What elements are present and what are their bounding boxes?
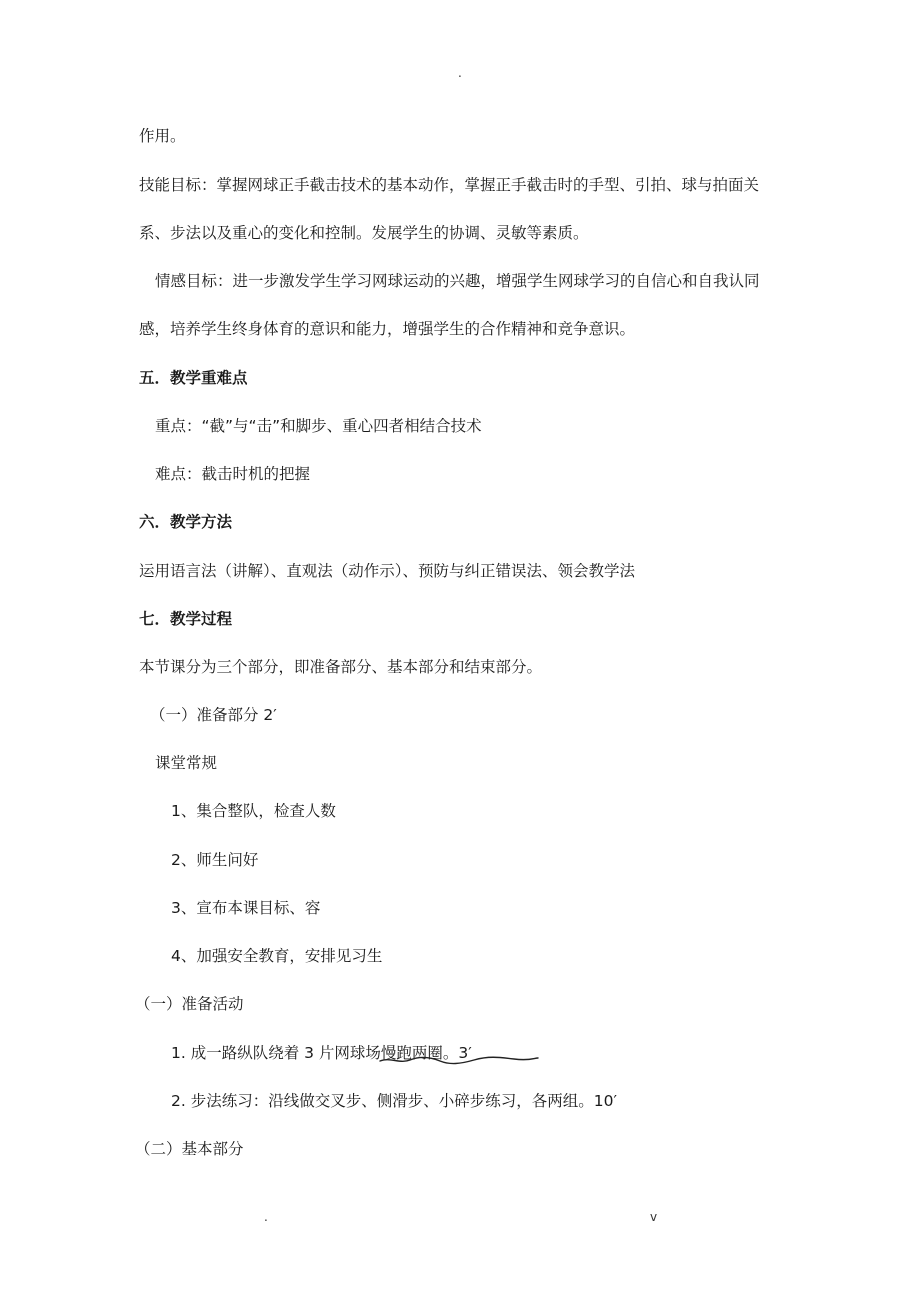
section-heading: 七．教学过程: [139, 610, 233, 628]
footer-left-mark: .: [264, 1210, 268, 1224]
text-line: 运用语言法（讲解）、直观法（动作示）、预防与纠正错误法、领会教学法: [139, 562, 636, 580]
text-line: 技能目标：掌握网球正手截击技术的基本动作，掌握正手截击时的手型、引拍、球与拍面关: [139, 176, 760, 194]
list-item: 2. 步法练习：沿线做交叉步、侧滑步、小碎步练习，各两组。10′: [171, 1092, 617, 1110]
text-line: 课堂常规: [155, 754, 218, 772]
header-mark: .: [458, 66, 462, 80]
section-heading: 五．教学重难点: [139, 369, 248, 387]
footer-right-mark: v: [650, 1210, 658, 1224]
text-line: 系、步法以及重心的变化和控制。发展学生的协调、灵敏等素质。: [139, 224, 589, 242]
text-line: 作用。: [139, 127, 186, 145]
text-line: 本节课分为三个部分，即准备部分、基本部分和结束部分。: [139, 658, 543, 676]
text-line: 难点：截击时机的把握: [155, 465, 311, 483]
list-item: 2、师生问好: [171, 851, 259, 869]
text-line: 情感目标：进一步激发学生学习网球运动的兴趣，增强学生网球学习的自信心和自我认同: [155, 272, 760, 290]
text-line: 感，培养学生终身体育的意识和能力，增强学生的合作精神和竞争意识。: [139, 320, 636, 338]
subsection-heading: （二）基本部分: [135, 1140, 244, 1158]
subsection-heading: （一）准备部分 2′: [150, 706, 277, 724]
list-item: 4、加强安全教育，安排见习生: [171, 947, 383, 965]
subsection-heading: （一）准备活动: [135, 995, 244, 1013]
text-line: 重点：“截”与“击”和脚步、重心四者相结合技术: [155, 417, 482, 435]
list-item: 3、宣布本课目标、容: [171, 899, 321, 917]
section-heading: 六．教学方法: [139, 513, 233, 531]
list-item: 1、集合整队，检查人数: [171, 802, 336, 820]
handwritten-underline: [378, 1053, 548, 1067]
list-item: 1. 成一路纵队绕着 3 片网球场慢跑两圈。3′: [171, 1044, 472, 1062]
